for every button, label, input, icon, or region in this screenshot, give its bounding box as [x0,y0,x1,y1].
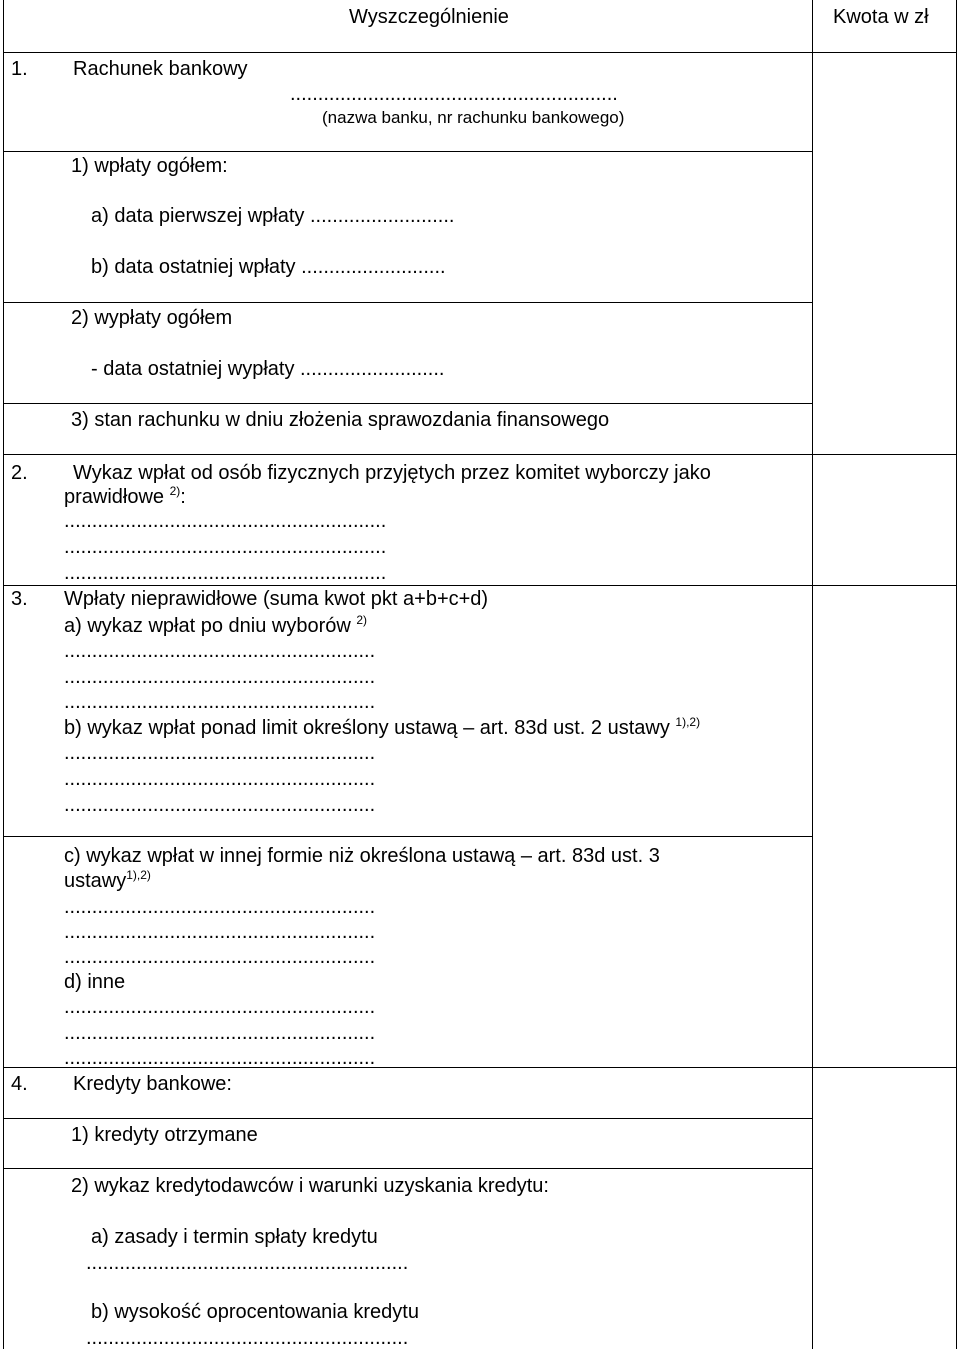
lenders-list-label: 2) wykaz kredytodawców i warunki uzyskania kredytu: [71,1175,549,1197]
section2-dots-line: .......................................................... [64,510,387,532]
last-deposit-date-label: b) data ostatniej wpłaty .......................... [91,256,446,278]
row-divider-withdrawals [3,403,812,404]
post-election-dots-line: ........................................................ [64,691,376,713]
other-deposits-dots-line: ........................................................ [64,1047,376,1069]
section2-dots-line: .......................................................... [64,536,387,558]
bank-name-dots: ........................................................... [290,83,618,105]
deposits-total-label: 1) wpłaty ogółem: [71,155,228,177]
section4-number: 4. [11,1073,28,1095]
post-election-deposits-label: a) wykaz wpłat po dniu wyborów $^{2)}$ [64,613,368,637]
row-divider-bank [3,151,812,152]
section2-title-line2: prawidłowe $^{2)}$: [64,484,186,508]
footnote-ref: 1),2) [675,715,701,729]
over-limit-dots-line: ........................................................ [64,742,376,764]
other-form-dots-line: ........................................................ [64,896,376,918]
description-column-heading: Wyszczególnienie [349,6,509,28]
post-election-dots-line: ........................................................ [64,640,376,662]
interest-rate-label: b) wysokość oprocentowania kredytu [91,1301,419,1323]
row-divider-section2 [3,585,957,586]
repayment-terms-label: a) zasady i termin spłaty kredytu [91,1226,378,1248]
other-deposits-label: d) inne [64,971,126,993]
row-divider-credits-received [3,1168,812,1169]
row-divider-section3 [3,1067,957,1068]
other-deposits-dots-line: ........................................................ [64,996,376,1018]
withdrawals-total-label: 2) wypłaty ogółem [71,307,233,329]
footnote-ref: 2) [169,484,181,498]
other-deposits-dots-line: ........................................................ [64,1022,376,1044]
other-form-dots-line: ........................................................ [64,946,376,968]
other-form-deposits-label-line1: c) wykaz wpłat w innej formie niż określona ustawą – art. 83d ust. 3 [64,845,660,867]
footnote-ref: 2) [356,613,368,627]
post-election-dots-line: ........................................................ [64,666,376,688]
account-balance-label: 3) stan rachunku w dniu złożenia sprawozdania finansowego [71,409,610,431]
row-divider-over-limit [3,836,812,837]
row-divider-section1 [3,454,957,455]
other-form-dots-line: ........................................................ [64,921,376,943]
row-divider-section4-title [3,1118,812,1119]
last-withdrawal-date-label: - data ostatniej wypłaty .......................... [91,358,445,380]
section1-number: 1. [11,58,28,80]
section3-title: Wpłaty nieprawidłowe (suma kwot pkt a+b+c+d) [64,588,489,610]
bank-name-hint: (nazwa banku, nr rachunku bankowego) [322,108,625,127]
other-form-deposits-label-line2: ustawy$^{1),2)}$ [64,868,151,892]
over-limit-dots-line: ........................................................ [64,794,376,816]
first-deposit-date-label: a) data pierwszej wpłaty .......................... [91,205,455,227]
interest-rate-dots: .......................................................... [86,1327,409,1349]
section2-number: 2. [11,462,28,484]
header-divider [3,52,957,53]
section4-title: Kredyty bankowe: [73,1073,232,1095]
section3-number: 3. [11,588,28,610]
section2-title-line1: Wykaz wpłat od osób fizycznych przyjętych przez komitet wyborczy jako [73,462,711,484]
amount-column-heading: Kwota w zł [833,6,929,28]
repayment-terms-dots: .......................................................... [86,1252,409,1274]
section2-dots-line: .......................................................... [64,562,387,584]
section1-title: Rachunek bankowy [73,58,248,80]
over-limit-deposits-label: b) wykaz wpłat ponad limit określony ustawą – art. 83d ust. 2 ustawy $^{1),2)}$ [64,715,701,739]
over-limit-dots-line: ........................................................ [64,768,376,790]
footnote-ref: 1),2) [126,868,151,882]
column-divider [812,0,813,1349]
row-divider-deposits [3,302,812,303]
credits-received-label: 1) kredyty otrzymane [71,1124,258,1146]
